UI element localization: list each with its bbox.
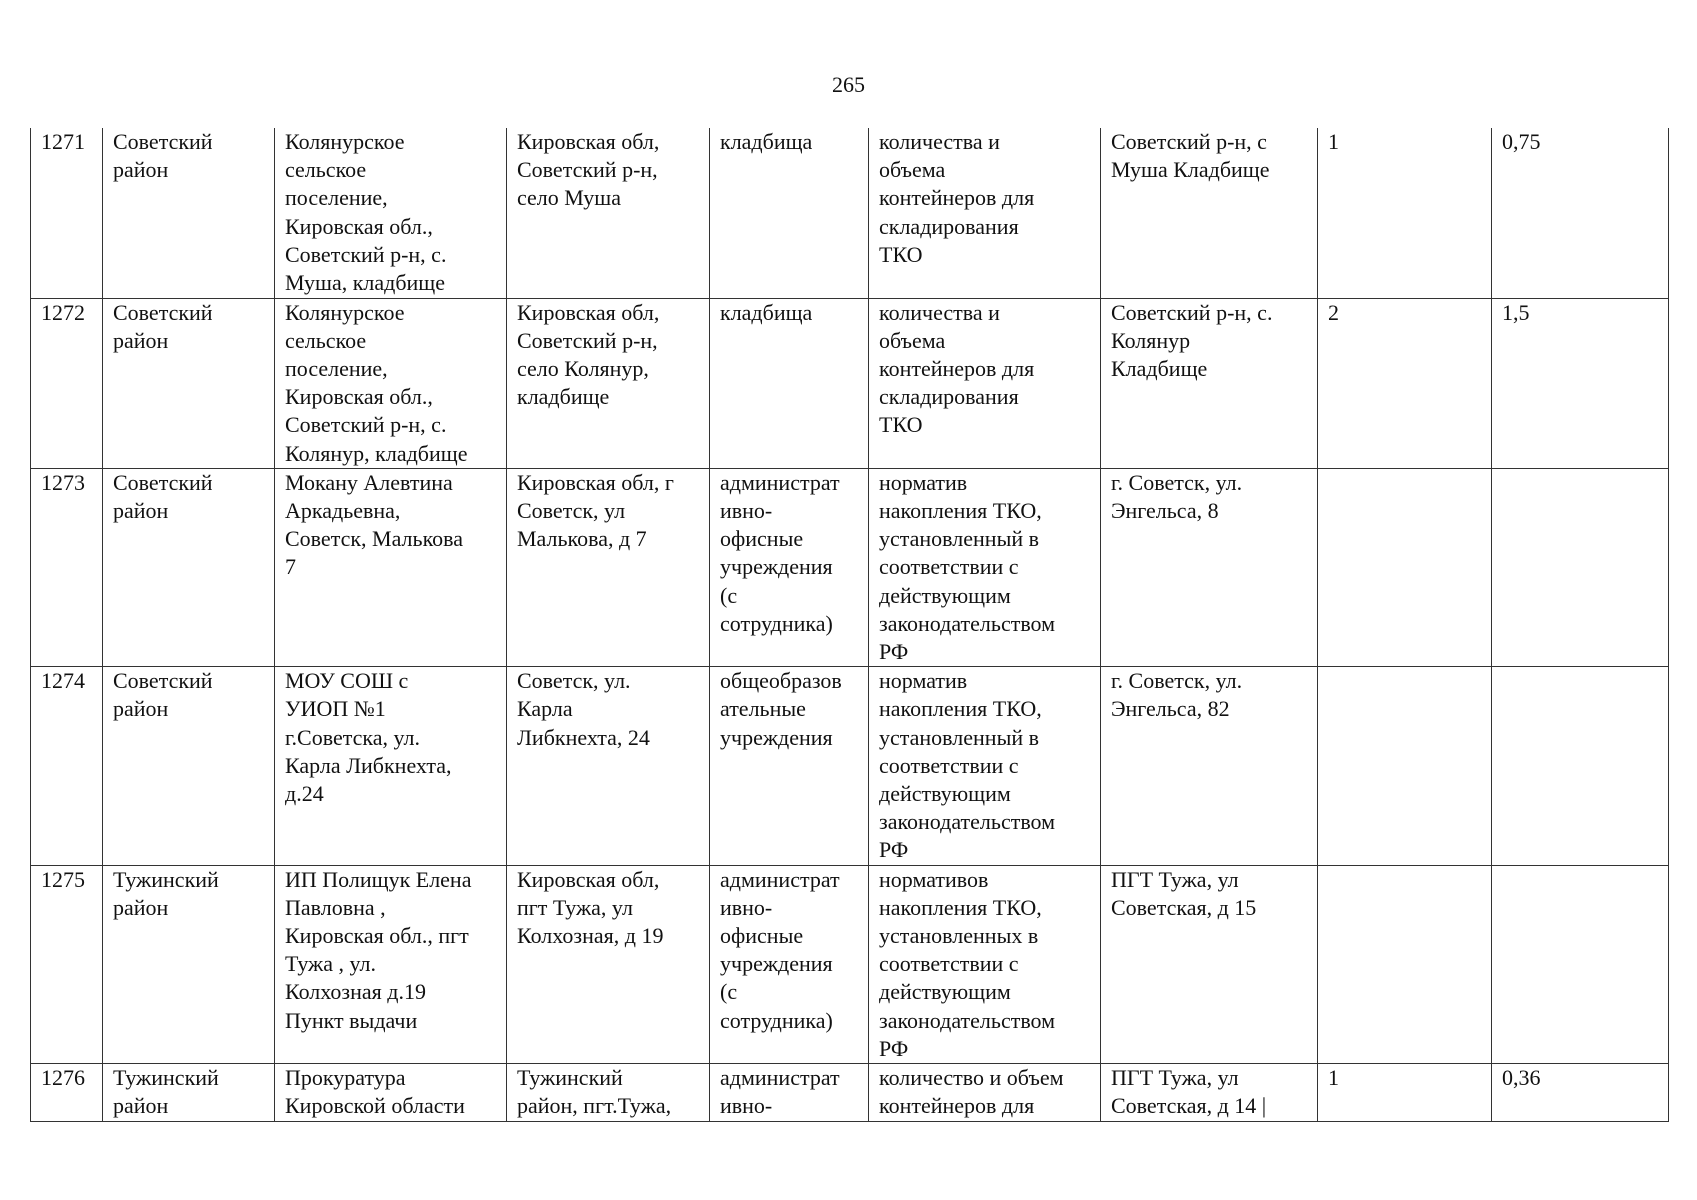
calculation-basis: норматив накопления ТКО, установленный в соответствии с действующим законодательством РФ	[879, 668, 1056, 863]
row-number: 1274	[41, 668, 85, 694]
count-cell	[1318, 128, 1492, 298]
organization: Мокану Алевтина Аркадьевна, Советск, Малькова 7	[285, 469, 463, 580]
category: администрат ивно-	[720, 1064, 840, 1119]
volume-cell	[1492, 667, 1669, 865]
basis-cell	[869, 667, 1101, 865]
collection-site: г. Советск, ул. Энгельса, 82	[1111, 668, 1243, 722]
district-cell	[103, 667, 275, 865]
collection-site: Советский р-н, с. Колянур Кладбище	[1111, 299, 1273, 381]
organization: Колянурское сельское поселение, Кировская обл., Советский р-н, с. Муша, кладбище	[285, 129, 447, 296]
category: кладбища	[720, 299, 813, 325]
address-cell	[507, 1063, 710, 1121]
row-number-cell	[31, 667, 103, 865]
site-cell	[1101, 128, 1318, 298]
address-cell	[507, 865, 710, 1063]
table-row	[31, 667, 1669, 865]
district-cell	[103, 298, 275, 468]
district-cell	[103, 128, 275, 298]
address: Советск, ул. Карла Либкнехта, 24	[517, 668, 650, 750]
address-cell	[507, 468, 710, 666]
basis-cell	[869, 1063, 1101, 1121]
organization: Колянурское сельское поселение, Кировская обл., Советский р-н, с. Колянур, кладбище	[285, 299, 468, 466]
container-count: 2	[1328, 299, 1339, 325]
address-cell	[507, 128, 710, 298]
calculation-basis: норматив накопления ТКО, установленный в соответствии с действующим законодательством РФ	[879, 469, 1056, 664]
page-number: 265	[832, 72, 865, 97]
count-cell	[1318, 468, 1492, 666]
table-row	[31, 1063, 1669, 1121]
district-cell	[103, 468, 275, 666]
organization-cell	[275, 865, 507, 1063]
site-cell	[1101, 865, 1318, 1063]
row-number: 1276	[41, 1064, 85, 1090]
address-cell	[507, 667, 710, 865]
count-cell	[1318, 865, 1492, 1063]
table-row	[31, 468, 1669, 666]
collection-site: ПГТ Тужа, ул Советская, д 14 |	[1111, 1064, 1267, 1119]
category: общеобразов ательные учреждения	[720, 668, 842, 750]
basis-cell	[869, 468, 1101, 666]
district: Советский район	[113, 668, 213, 722]
container-volume: 0,75	[1502, 129, 1541, 154]
row-number: 1273	[41, 469, 85, 495]
collection-site: г. Советск, ул. Энгельса, 8	[1111, 469, 1243, 523]
container-count: 1	[1328, 1064, 1339, 1090]
site-cell	[1101, 468, 1318, 666]
table-row	[31, 128, 1669, 298]
container-count: 1	[1328, 129, 1339, 154]
volume-cell	[1492, 128, 1669, 298]
count-cell	[1318, 1063, 1492, 1121]
row-number: 1271	[41, 129, 85, 154]
category-cell	[710, 865, 869, 1063]
district-cell	[103, 1063, 275, 1121]
row-number-cell	[31, 1063, 103, 1121]
calculation-basis: количества и объема контейнеров для складирования ТКО	[879, 299, 1035, 438]
container-volume: 0,36	[1502, 1064, 1541, 1090]
category: администрат ивно- офисные учреждения (с сотрудника)	[720, 469, 840, 636]
row-number: 1272	[41, 299, 85, 325]
calculation-basis: количества и объема контейнеров для складирования ТКО	[879, 129, 1035, 267]
volume-cell	[1492, 1063, 1669, 1121]
volume-cell	[1492, 468, 1669, 666]
site-cell	[1101, 1063, 1318, 1121]
organization-cell	[275, 128, 507, 298]
row-number-cell	[31, 298, 103, 468]
district: Советский район	[113, 299, 213, 353]
category-cell	[710, 468, 869, 666]
row-number-cell	[31, 865, 103, 1063]
district: Тужинский район	[113, 1064, 219, 1119]
organization-cell	[275, 667, 507, 865]
organization: МОУ СОШ с УИОП №1 г.Советска, ул. Карла Либкнехта, д.24	[285, 668, 452, 806]
category-cell	[710, 128, 869, 298]
address: Кировская обл, пгт Тужа, ул Колхозная, д 19	[517, 866, 664, 948]
organization-cell	[275, 298, 507, 468]
row-number-cell	[31, 128, 103, 298]
basis-cell	[869, 128, 1101, 298]
district: Советский район	[113, 129, 213, 183]
district-cell	[103, 865, 275, 1063]
category-cell	[710, 1063, 869, 1121]
basis-cell	[869, 298, 1101, 468]
collection-site: ПГТ Тужа, ул Советская, д 15	[1111, 866, 1257, 920]
organization: ИП Полищук Елена Павловна , Кировская обл., пгт Тужа , ул. Колхозная д.19 Пункт выдачи	[285, 866, 472, 1033]
container-volume: 1,5	[1502, 299, 1530, 325]
organization: Прокуратура Кировской области	[285, 1064, 465, 1119]
site-cell	[1101, 298, 1318, 468]
row-number: 1275	[41, 866, 85, 892]
volume-cell	[1492, 865, 1669, 1063]
category: кладбища	[720, 129, 813, 154]
address: Кировская обл, Советский р-н, село Муша	[517, 129, 660, 211]
table-row	[31, 865, 1669, 1063]
count-cell	[1318, 298, 1492, 468]
address: Тужинский район, пгт.Тужа,	[517, 1064, 672, 1119]
address-cell	[507, 298, 710, 468]
calculation-basis: нормативов накопления ТКО, установленных в соответствии с действующим законодательством РФ	[879, 866, 1056, 1061]
waste-sites-table	[30, 128, 1669, 1122]
collection-site: Советский р-н, с Муша Кладбище	[1111, 129, 1270, 183]
calculation-basis: количество и объем контейнеров для	[879, 1064, 1064, 1119]
district: Советский район	[113, 469, 213, 523]
count-cell	[1318, 667, 1492, 865]
table-row	[31, 298, 1669, 468]
organization-cell	[275, 468, 507, 666]
category-cell	[710, 298, 869, 468]
category-cell	[710, 667, 869, 865]
address: Кировская обл, Советский р-н, село Колянур, кладбище	[517, 299, 660, 410]
address: Кировская обл, г Советск, ул Малькова, д 7	[517, 469, 674, 552]
category: администрат ивно- офисные учреждения (с сотрудника)	[720, 866, 840, 1033]
volume-cell	[1492, 298, 1669, 468]
row-number-cell	[31, 468, 103, 666]
district: Тужинский район	[113, 866, 219, 920]
site-cell	[1101, 667, 1318, 865]
basis-cell	[869, 865, 1101, 1063]
organization-cell	[275, 1063, 507, 1121]
